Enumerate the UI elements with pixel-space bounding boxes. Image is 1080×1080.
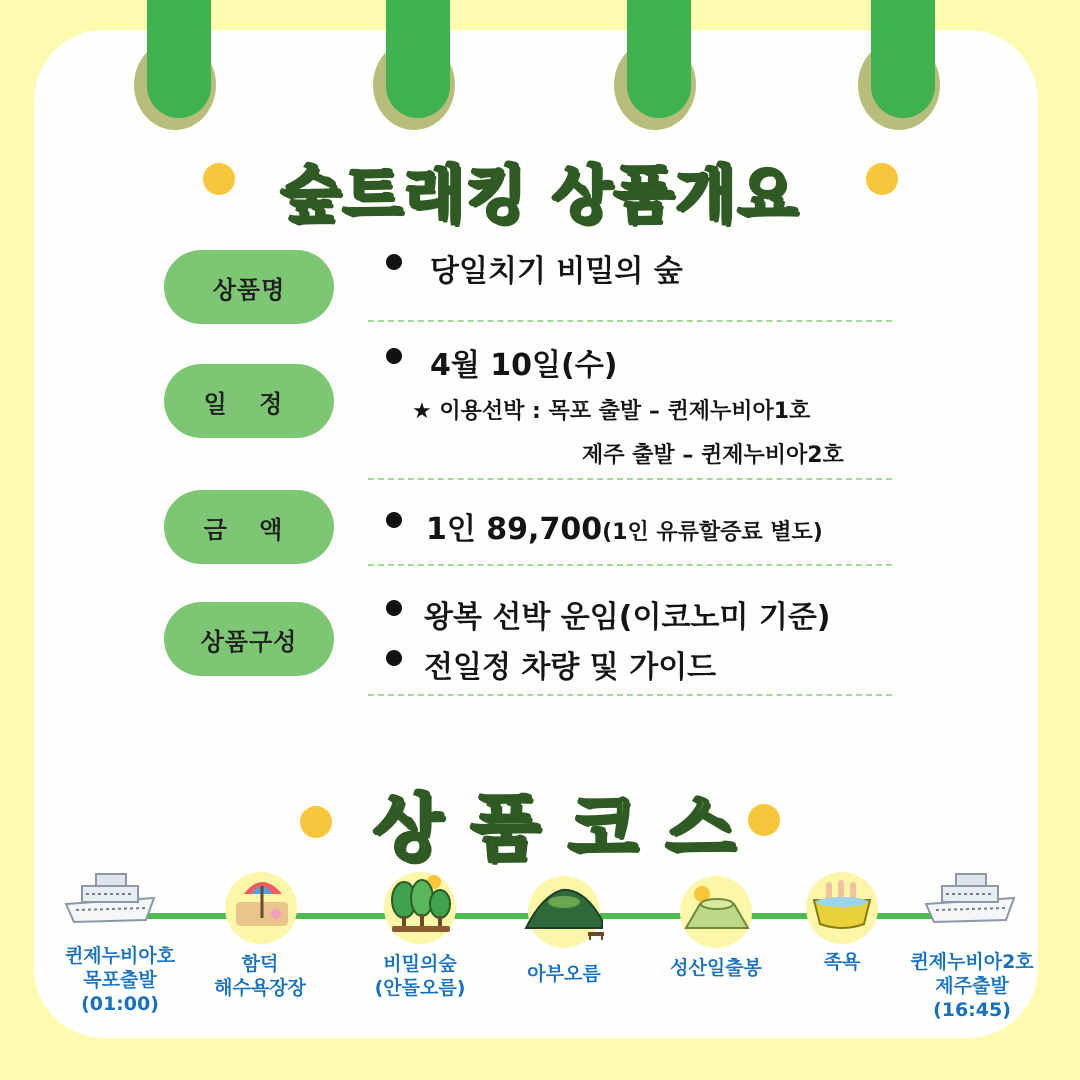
stop-label: 성산일출봉 bbox=[670, 957, 762, 979]
schedule-date: 4월 10일(수) bbox=[430, 348, 618, 383]
bullet-icon bbox=[386, 254, 402, 270]
binder-tab bbox=[871, 0, 935, 118]
ship-departure-mokpo: ★ 이용선박 : 목포 출발 – 퀸제누비아1호 bbox=[412, 399, 811, 424]
stop-label: 족욕 bbox=[823, 951, 861, 973]
price bbox=[426, 504, 823, 548]
divider bbox=[368, 478, 892, 480]
label-composition: 상품구성 bbox=[164, 602, 334, 676]
stop-label: 퀸제누비아2호 제주출발 (16:45) bbox=[910, 951, 1034, 1021]
label-price: 금 액 bbox=[164, 490, 334, 564]
divider bbox=[368, 694, 892, 696]
binder-tab bbox=[627, 0, 691, 118]
cruise-ship-icon bbox=[62, 868, 158, 928]
divider bbox=[368, 564, 892, 566]
stop-label: 비밀의숲 (안돌오름) bbox=[374, 953, 466, 999]
price-value: 1인 89,700 bbox=[426, 512, 603, 547]
green-hill-icon bbox=[522, 880, 612, 940]
composition-item: 전일정 차량 및 가이드 bbox=[424, 650, 717, 685]
price-note: (1인 유류할증료 별도) bbox=[602, 520, 823, 545]
foot-bath-icon bbox=[810, 878, 874, 932]
course-title: 상품코스 bbox=[372, 786, 764, 870]
divider bbox=[368, 320, 892, 322]
binder-tab bbox=[386, 0, 450, 118]
bullet-icon bbox=[386, 348, 402, 364]
bullet-icon bbox=[386, 600, 402, 616]
sunrise-peak-icon bbox=[682, 880, 752, 936]
forest-trees-icon bbox=[388, 872, 454, 934]
stop-label: 함덕 해수욕장장 bbox=[214, 953, 306, 999]
beach-umbrella-icon bbox=[232, 872, 292, 932]
ship-departure-jeju: 제주 출발 – 퀸제누비아2호 bbox=[582, 443, 844, 468]
stop-label: 아부오름 bbox=[527, 963, 601, 985]
product-name: 당일치기 비밀의 숲 bbox=[430, 254, 683, 289]
composition-item: 왕복 선박 운임(이코노미 기준) bbox=[424, 600, 831, 635]
bullet-icon bbox=[386, 650, 402, 666]
binder-tab bbox=[147, 0, 211, 118]
label-product-name: 상품명 bbox=[164, 250, 334, 324]
stop-label: 퀸제누비아호 목포출발 (01:00) bbox=[64, 945, 176, 1015]
bullet-icon bbox=[386, 512, 402, 528]
overview-title: 숲트래킹 상품개요 bbox=[280, 158, 800, 231]
cruise-ship-icon bbox=[922, 868, 1018, 928]
label-schedule: 일 정 bbox=[164, 364, 334, 438]
